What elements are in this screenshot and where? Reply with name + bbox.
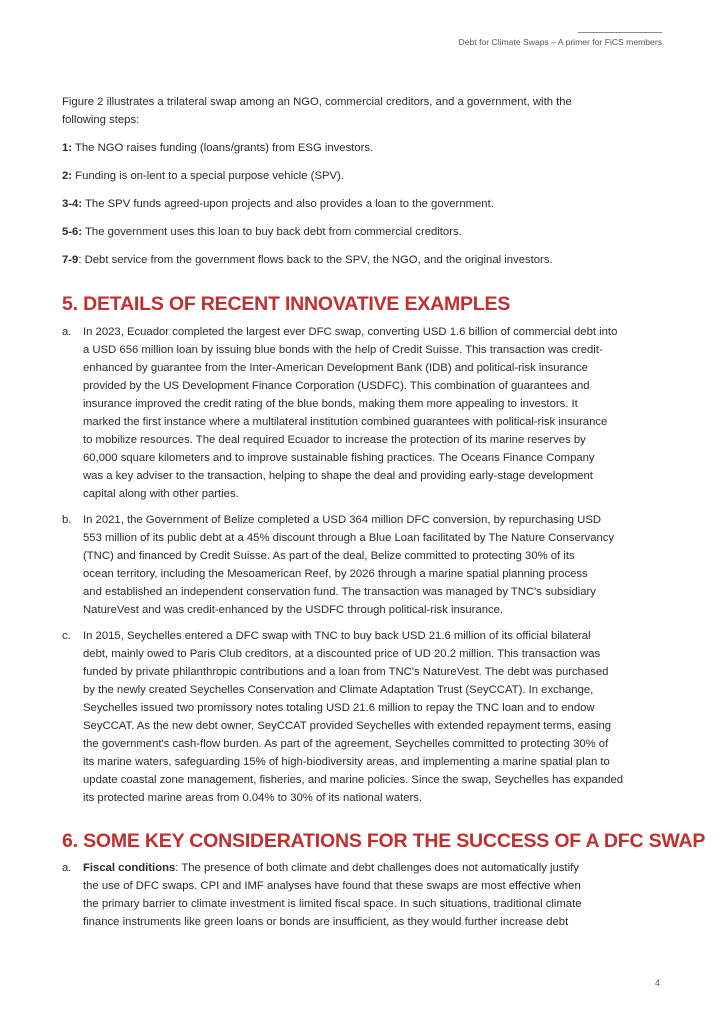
- step-number: 5-6:: [62, 226, 83, 238]
- example-seychelles: [62, 627, 674, 807]
- text-line: by the newly created Seychelles Conservation and Climate Adaptation Trust (SeyCCAT). In exchange,: [83, 684, 594, 696]
- example-belize: [62, 511, 674, 619]
- list-marker: a.: [62, 862, 72, 874]
- text-line: Seychelles issued two promissory notes totaling USD 21.6 million to repay the TNC loan and to endow: [83, 702, 595, 714]
- text-line: its protected marine areas from 0.04% to 30% of its national waters.: [83, 792, 423, 804]
- text-rest: : The presence of both climate and debt challenges does not automatically justify: [175, 862, 579, 874]
- step-number: 3-4:: [62, 198, 83, 210]
- step-text: : Debt service from the government flows back to the SPV, the NGO, and the original investors.: [78, 254, 553, 266]
- step-1: [62, 139, 674, 157]
- text-line: [83, 859, 674, 877]
- text-line: NatureVest and was credit-enhanced by the USDFC through political-risk insurance.: [83, 604, 504, 616]
- text-line: SeyCCAT. As the new debt owner, SeyCCAT provided Seychelles with extended repayment terms, easing: [83, 720, 612, 732]
- section-5-heading: 5. DETAILS OF RECENT INNOVATIVE EXAMPLES: [62, 293, 511, 315]
- page-number: 4: [655, 978, 661, 988]
- step-text: Funding is on-lent to a special purpose vehicle (SPV).: [72, 170, 344, 182]
- bold-lead: Fiscal conditions: [83, 862, 176, 874]
- step-3-4: [62, 195, 674, 213]
- intro-paragraph: [62, 93, 674, 129]
- step-2: [62, 167, 674, 185]
- text-line: (TNC) and financed by Credit Suisse. As part of the deal, Belize committed to protecting 30% of its: [83, 550, 575, 562]
- text-line: to mobilize resources. The deal required Ecuador to increase the protection of its marine reserves by: [83, 434, 586, 446]
- list-marker: a.: [62, 326, 72, 338]
- text-line: marked the first instance where a multilateral institution combined guarantees with political-risk insurance: [83, 416, 608, 428]
- text-line: ocean territory, including the Mesoamerican Reef, by 2026 through a marine spatial planning process: [83, 568, 588, 580]
- text-line: 553 million of its public debt at a 45% discount through a Blue Loan facilitated by The Nature Conservancy: [83, 532, 615, 544]
- step-7-9: [62, 251, 674, 269]
- example-ecuador: [62, 323, 674, 503]
- list-marker: b.: [62, 514, 72, 526]
- step-text: The government uses this loan to buy back debt from commercial creditors.: [82, 226, 462, 238]
- text-line: enhanced by guarantee from the Inter-American Development Bank (IDB) and political-risk insurance: [83, 362, 588, 374]
- text-line: In 2021, the Government of Belize completed a USD 364 million DFC conversion, by repurchasing USD: [83, 514, 602, 526]
- text-line: debt, mainly owed to Paris Club creditors, at a discounted price of UD 20.2 million. This transaction was: [83, 648, 601, 660]
- text-line: its marine waters, safeguarding 15% of high-biodiversity areas, and implementing a marine spatial plan to: [83, 756, 610, 768]
- text-line: and established an independent conservation fund. The transaction was managed by TNC's subsidiary: [83, 586, 596, 598]
- list-marker: c.: [62, 630, 71, 642]
- intro-line-1: Figure 2 illustrates a trilateral swap among an NGO, commercial creditors, and a government, with the: [62, 96, 572, 108]
- text-line: the primary barrier to climate investment is limited fiscal space. In such situations, traditional climate: [83, 898, 582, 910]
- text-line: insurance improved the credit rating of the blue bonds, making them more appealing to investors. It: [83, 398, 578, 410]
- step-text: The NGO raises funding (loans/grants) from ESG investors.: [72, 142, 374, 154]
- text-line: update coastal zone management, fisheries, and marine policies. Since the swap, Seychelles has expanded: [83, 774, 624, 786]
- page-content: [62, 93, 706, 939]
- text-line: In 2023, Ecuador completed the largest ever DFC swap, converting USD 1.6 billion of commercial debt into: [83, 326, 618, 338]
- step-number: 2:: [62, 170, 73, 182]
- text-line: 60,000 square kilometers and to improve sustainable fishing practices. The Oceans Finance Company: [83, 452, 595, 464]
- text-line: the government's cash-flow burden. As part of the agreement, Seychelles committed to protecting 30% of: [83, 738, 609, 750]
- text-line: capital along with other parties.: [83, 488, 239, 500]
- header-rule: [578, 32, 662, 33]
- text-line: a USD 656 million loan by issuing blue bonds with the help of Credit Suisse. This transaction was credit-: [83, 344, 603, 356]
- text-line: was a key adviser to the transaction, helping to shape the deal and providing early-stage development: [83, 470, 593, 482]
- step-number: 7-9: [62, 254, 79, 266]
- step-5-6: [62, 223, 674, 241]
- section-6-heading: 6. SOME KEY CONSIDERATIONS FOR THE SUCCESS OF A DFC SWAP: [62, 830, 706, 852]
- text-line: finance instruments like green loans or bonds are insufficient, as they would further increase debt: [83, 916, 569, 928]
- text-line: funded by private philanthropic contributions and a loan from TNC's NatureVest. The debt was purchased: [83, 666, 609, 678]
- text-line: the use of DFC swaps. CPI and IMF analyses have found that these swaps are most effective when: [83, 880, 581, 892]
- running-header: Debt for Climate Swaps – A primer for FiCS members: [458, 37, 662, 47]
- consideration-fiscal-conditions: [62, 859, 674, 931]
- step-number: 1:: [62, 142, 73, 154]
- step-text: The SPV funds agreed-upon projects and also provides a loan to the government.: [82, 198, 494, 210]
- text-line: provided by the US Development Finance Corporation (USDFC). This combination of guarantees and: [83, 380, 590, 392]
- intro-line-2: following steps:: [62, 114, 140, 126]
- text-line: In 2015, Seychelles entered a DFC swap with TNC to buy back USD 21.6 million of its official bilateral: [83, 630, 591, 642]
